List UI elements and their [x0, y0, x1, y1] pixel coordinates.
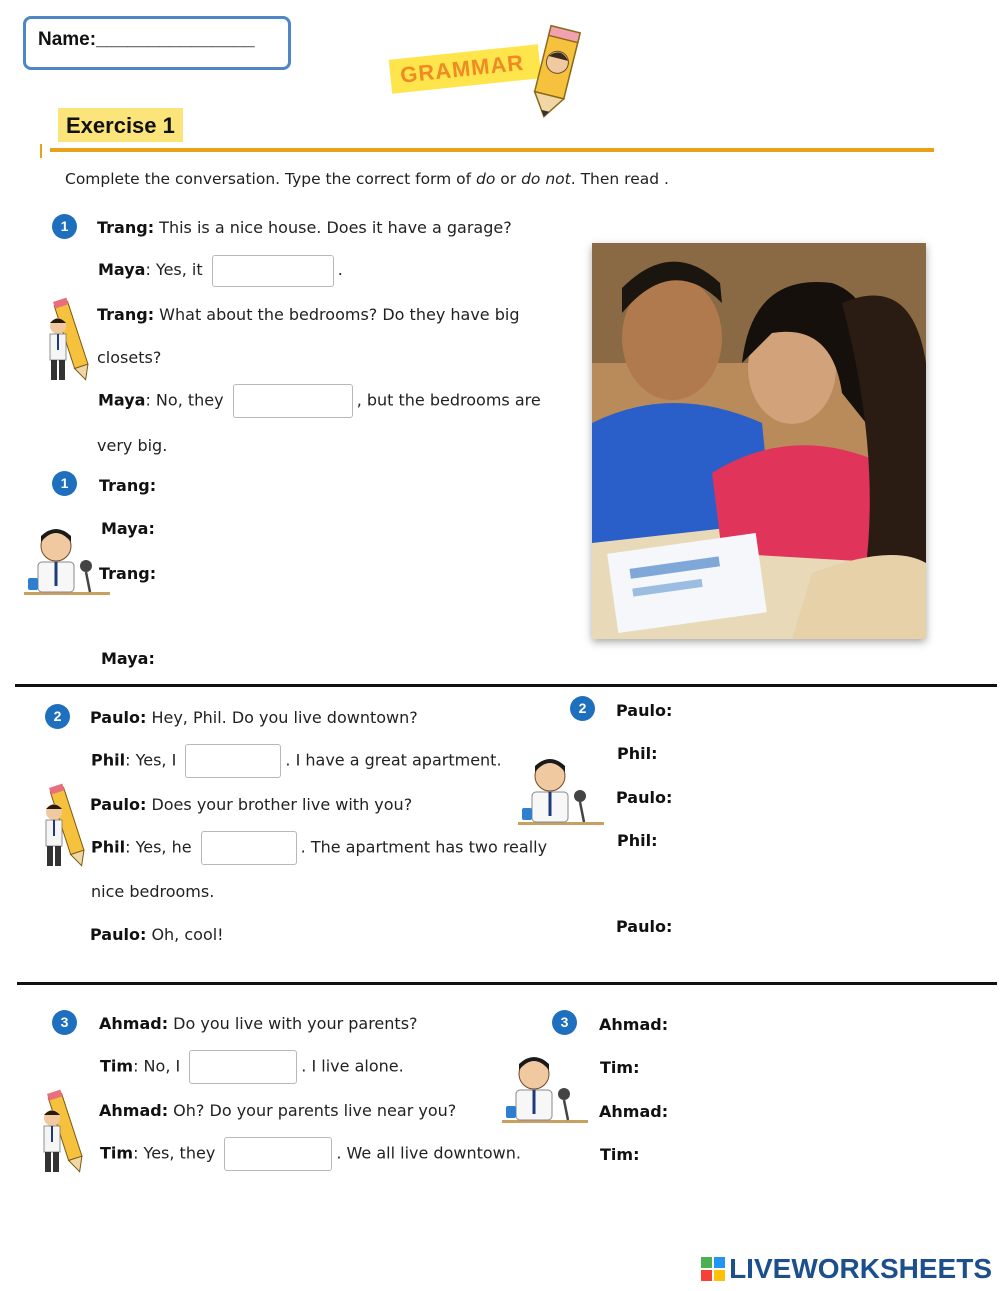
- dialogue-text: , but the bedrooms are: [356, 390, 541, 410]
- record-speaker-label: Phil:: [617, 744, 658, 763]
- speaker-label: Paulo:: [90, 925, 147, 944]
- dialogue-text: : Yes, I: [125, 750, 177, 770]
- microphone-avatar-icon: [24, 520, 110, 600]
- dialogue-text: : Yes, he: [125, 837, 192, 857]
- dialogue-text: . I have a great apartment.: [285, 750, 502, 770]
- dialogue-text: Do you live with your parents?: [168, 1014, 418, 1033]
- record-speaker-label: Trang:: [99, 476, 157, 495]
- speaker-label: Ahmad:: [99, 1101, 169, 1120]
- s1-line-5: [98, 384, 541, 418]
- record-speaker-label: Trang:: [99, 564, 157, 583]
- s3-line-2: [100, 1050, 404, 1084]
- instructions-end: . Then read .: [570, 170, 669, 188]
- dialogue-text: .: [337, 260, 343, 279]
- record-speaker-label: Phil:: [617, 831, 658, 850]
- name-box: [23, 16, 291, 70]
- record-speaker-label: Paulo:: [616, 917, 673, 936]
- record-speaker-label: Ahmad:: [599, 1102, 669, 1121]
- section-3-number: 3: [52, 1010, 77, 1035]
- speaker-label: Tim: [100, 1143, 134, 1163]
- dialogue-text: very big.: [97, 436, 168, 455]
- speaker-label: Maya: [98, 390, 146, 410]
- answer-input-2b[interactable]: [201, 831, 297, 865]
- dialogue-text: nice bedrooms.: [91, 882, 215, 901]
- name-label: Name:_______________: [38, 29, 255, 50]
- microphone-avatar-icon: [502, 1048, 588, 1128]
- s1-line-4: [97, 348, 161, 367]
- instructions-do: do: [476, 170, 496, 188]
- dialogue-text: Hey, Phil. Do you live downtown?: [146, 708, 418, 727]
- answer-input-3b[interactable]: [224, 1137, 332, 1171]
- instructions-do-not: do not: [521, 170, 571, 188]
- record-2-number: 2: [570, 696, 595, 721]
- s2-line-5: [91, 882, 214, 901]
- speaker-label: Phil: [91, 837, 126, 857]
- s3-line-4: [100, 1137, 521, 1171]
- exercise-title: Exercise 1: [58, 108, 183, 142]
- dialogue-text: . I live alone.: [301, 1056, 404, 1076]
- speaker-label: Trang:: [97, 305, 155, 324]
- dialogue-text: Oh? Do your parents live near you?: [168, 1101, 457, 1120]
- instructions: [65, 170, 669, 188]
- pencil-character-icon: [42, 296, 94, 386]
- instructions-or: or: [495, 170, 522, 188]
- pencil-character-icon: [38, 782, 90, 872]
- s3-line-1: [99, 1014, 418, 1033]
- section-1-number: 1: [52, 214, 77, 239]
- section-divider: [17, 982, 997, 985]
- s1-line-3: [97, 305, 519, 324]
- s2-line-4: [91, 831, 547, 865]
- dialogue-text: What about the bedrooms? Do they have big: [154, 305, 520, 324]
- speaker-label: Paulo:: [90, 795, 147, 814]
- answer-input-3a[interactable]: [189, 1050, 297, 1084]
- s2-line-2: [91, 744, 502, 778]
- liveworksheets-logo: [701, 1253, 992, 1285]
- s3-line-3: [99, 1101, 456, 1120]
- speaker-label: Phil: [91, 750, 126, 770]
- dialogue-text: : Yes, they: [133, 1143, 216, 1163]
- pencil-character-icon: [36, 1088, 88, 1178]
- instructions-text: Complete the conversation. Type the correct form of: [65, 170, 477, 188]
- orange-rule: [50, 148, 934, 152]
- record-speaker-label: Tim:: [600, 1145, 640, 1164]
- liveworksheets-icon: [701, 1257, 725, 1281]
- rule-tick: [40, 144, 42, 158]
- dialogue-text: . We all live downtown.: [336, 1143, 521, 1163]
- record-speaker-label: Ahmad:: [599, 1015, 669, 1034]
- s2-line-3: [90, 795, 412, 814]
- answer-input-2a[interactable]: [185, 744, 281, 778]
- dialogue-text: Does your brother live with you?: [146, 795, 413, 814]
- speaker-label: Maya: [98, 260, 146, 279]
- record-speaker-label: Paulo:: [616, 788, 673, 807]
- section-2-number: 2: [45, 704, 70, 729]
- record-3-number: 3: [552, 1010, 577, 1035]
- record-1-number: 1: [52, 471, 77, 496]
- section-divider: [15, 684, 997, 687]
- pencil-mascot-icon: [520, 22, 590, 122]
- s1-line-1: [97, 218, 512, 237]
- grammar-banner: GRAMMAR: [389, 44, 542, 93]
- speaker-label: Paulo:: [90, 708, 147, 727]
- speaker-label: Tim: [100, 1056, 134, 1076]
- brand-text: LIVEWORKSHEETS: [729, 1253, 992, 1284]
- s2-line-1: [90, 708, 418, 727]
- dialogue-text: : No, I: [133, 1056, 181, 1076]
- answer-input-1b[interactable]: [233, 384, 353, 418]
- dialogue-text: : Yes, it: [145, 260, 203, 279]
- s1-line-2: [98, 254, 343, 287]
- people-reading-photo: [592, 243, 926, 639]
- dialogue-text: : No, they: [145, 390, 224, 410]
- record-speaker-label: Tim:: [600, 1058, 640, 1077]
- speaker-label: Trang:: [97, 218, 155, 237]
- record-speaker-label: Maya:: [101, 519, 155, 538]
- speaker-label: Ahmad:: [99, 1014, 169, 1033]
- s1-line-6: [97, 436, 167, 455]
- dialogue-text: Oh, cool!: [146, 925, 224, 944]
- record-speaker-label: Maya:: [101, 649, 155, 668]
- dialogue-text: This is a nice house. Does it have a garage?: [154, 218, 512, 237]
- s2-line-6: [90, 925, 224, 944]
- dialogue-text: closets?: [97, 348, 162, 367]
- photo-illustration: [592, 243, 926, 639]
- dialogue-text: . The apartment has two really: [300, 837, 548, 857]
- answer-input-1a[interactable]: [212, 255, 334, 287]
- record-speaker-label: Paulo:: [616, 701, 673, 720]
- microphone-avatar-icon: [518, 750, 604, 830]
